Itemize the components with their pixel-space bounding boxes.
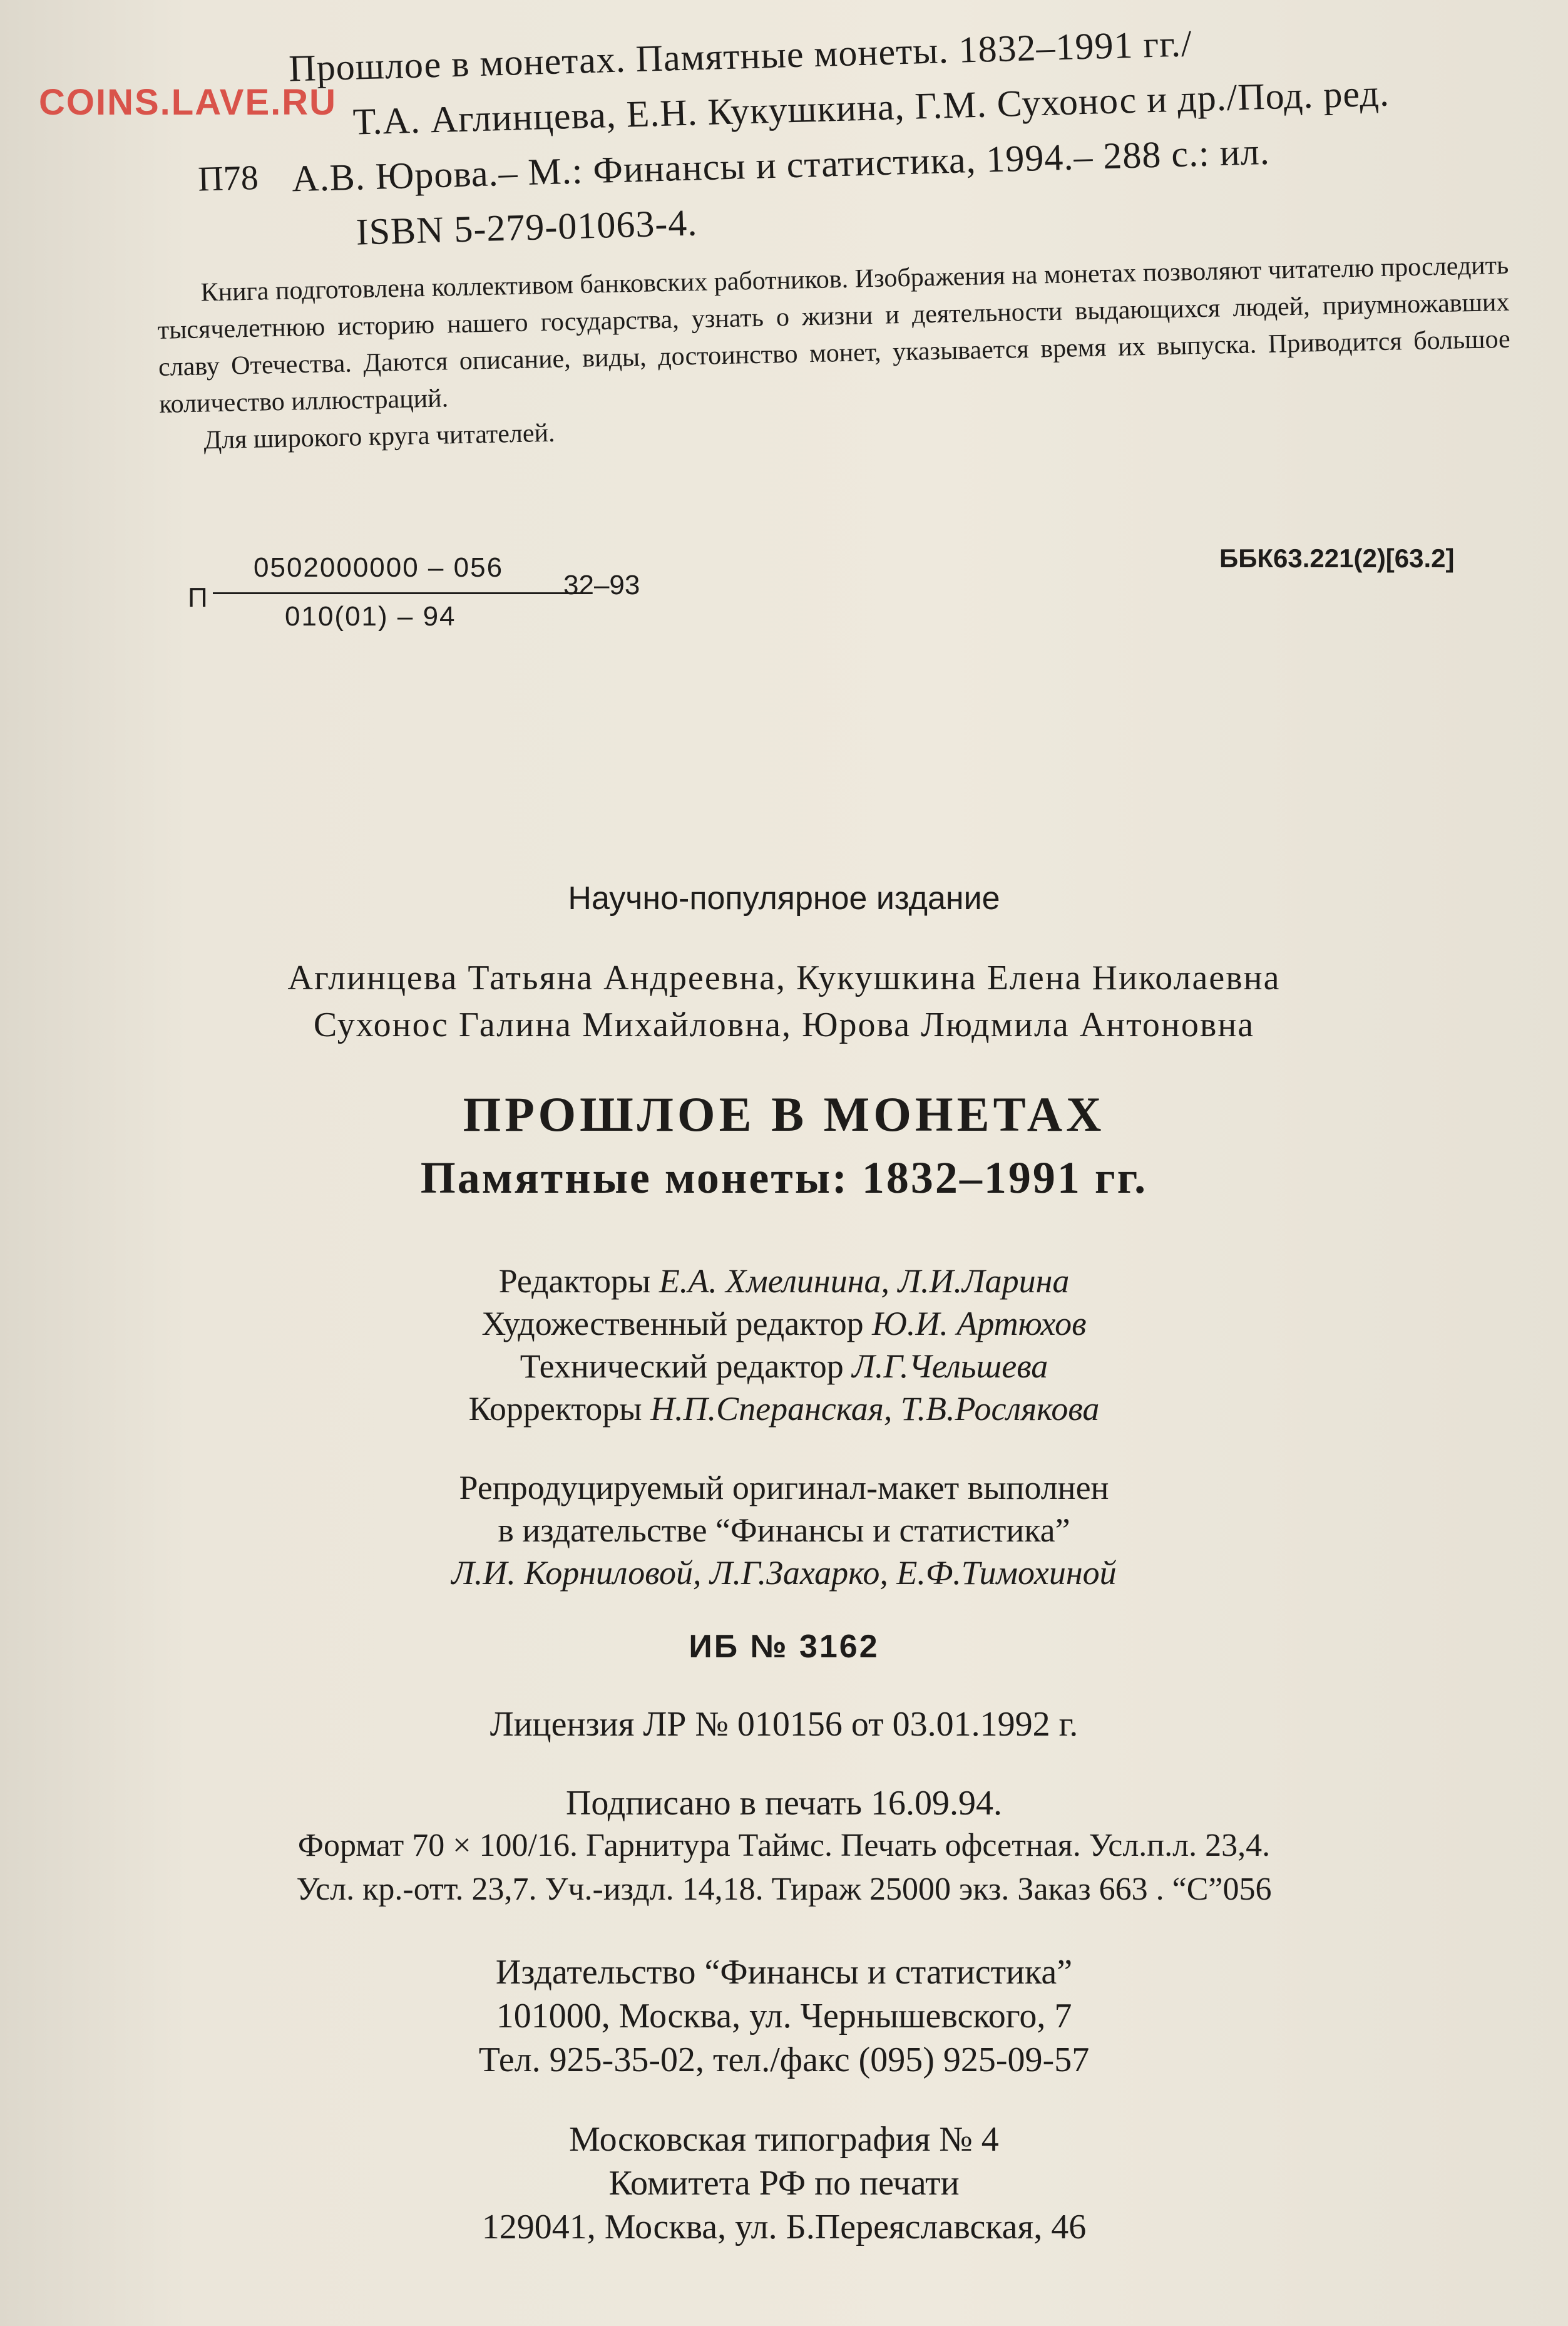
print-info-line-2: Формат 70 × 100/16. Гарнитура Таймс. Печать офсетная. Усл.п.л. 23,4.: [297, 1828, 1271, 1863]
fraction-suffix: 32–93: [563, 570, 640, 600]
book-subtitle: Памятные монеты: 1832–1991 гг.: [420, 1153, 1148, 1203]
credit-editors: [0, 1262, 1568, 1300]
credit-names: Л.Г.Чельшева: [852, 1347, 1048, 1385]
bbk-code: ББК63.221(2)[63.2]: [1219, 543, 1455, 573]
book-abstract: [156, 247, 1512, 460]
biblio-line-2: Т.А. Аглинцева, Е.Н. Кукушкина, Г.М. Сухонос и др./Под. ред.: [352, 72, 1390, 143]
book-title: ПРОШЛОЕ В МОНЕТАХ: [463, 1087, 1105, 1141]
site-watermark: COINS.LAVE.RU: [39, 82, 337, 123]
catalog-fraction: [188, 551, 689, 651]
print-info-line-1: Подписано в печать 16.09.94.: [565, 1784, 1003, 1823]
credit-names: Е.А. Хмелинина, Л.И.Ларина: [658, 1262, 1070, 1300]
fraction-denominator: 010(01) – 94: [285, 601, 456, 632]
publisher-line-2: 101000, Москва, ул. Чернышевского, 7: [496, 1997, 1072, 2035]
credit-tech-editor: [0, 1347, 1568, 1386]
ib-number: ИБ № 3162: [689, 1629, 879, 1665]
layout-credit-line-1: Репродуцируемый оригинал-макет выполнен: [459, 1469, 1109, 1506]
print-info-line-3: Усл. кр.-отт. 23,7. Уч.-издл. 14,18. Тираж 25000 экз. Заказ 663 . “С”056: [296, 1871, 1272, 1907]
publisher-line-3: Тел. 925-35-02, тел./факс (095) 925-09-57: [478, 2040, 1090, 2079]
fraction-rule: [213, 592, 588, 594]
catalog-code: П78: [197, 158, 259, 199]
credit-role: Редакторы: [498, 1262, 651, 1300]
credit-role: Художественный редактор: [481, 1305, 864, 1342]
layout-credit-names: [0, 1553, 1568, 1592]
printer-line-1: Московская типография № 4: [569, 2120, 999, 2159]
abstract-paragraph-2: Для широкого круга читателей.: [203, 418, 555, 455]
fraction-prefix: П: [188, 582, 208, 613]
layout-credit-people: Л.И. Корниловой, Л.Г.Захарко, Е.Ф.Тимохиной: [451, 1554, 1117, 1592]
layout-credit-line-2: в издательстве “Финансы и статистика”: [498, 1511, 1070, 1549]
credit-role: Корректоры: [468, 1390, 642, 1428]
genre-label: Научно-популярное издание: [568, 880, 1000, 917]
credit-role: Технический редактор: [520, 1347, 844, 1385]
credit-names: Ю.И. Артюхов: [872, 1305, 1087, 1342]
biblio-line-3: А.В. Юрова.– М.: Финансы и статистика, 1994.– 288 с.: ил.: [291, 130, 1271, 200]
authors-line-1: Аглинцева Татьяна Андреевна, Кукушкина Елена Николаевна: [287, 959, 1281, 997]
printer-line-3: 129041, Москва, ул. Б.Переяславская, 46: [481, 2208, 1087, 2246]
authors-line-2: Сухонос Галина Михайловна, Юрова Людмила Антоновна: [313, 1006, 1255, 1044]
credit-names: Н.П.Сперанская, Т.В.Рослякова: [650, 1390, 1100, 1428]
license: Лицензия ЛР № 010156 от 03.01.1992 г.: [489, 1705, 1079, 1744]
credit-proofreaders: [0, 1389, 1568, 1428]
credit-art-editor: [0, 1304, 1568, 1343]
fraction-numerator: 0502000000 – 056: [254, 552, 504, 583]
isbn: ISBN 5-279-01063-4.: [355, 202, 699, 253]
publisher-line-1: Издательство “Финансы и статистика”: [495, 1953, 1073, 1992]
biblio-line-1: Прошлое в монетах. Памятные монеты. 1832–1991 гг./: [288, 23, 1193, 90]
abstract-paragraph-1: Книга подготовлена коллективом банковских работников. Изображения на монетах позволяют читателю проследить тысячелетнюю историю нашего государства, узнать о жизни и деятельности выдающихся людей, приумножавших славу Отечества. Даются описание, виды, достоинство монет, указывается время их выпуска. Приводится большое количество иллюстраций.: [157, 250, 1511, 419]
printer-line-2: Комитета РФ по печати: [608, 2164, 960, 2203]
